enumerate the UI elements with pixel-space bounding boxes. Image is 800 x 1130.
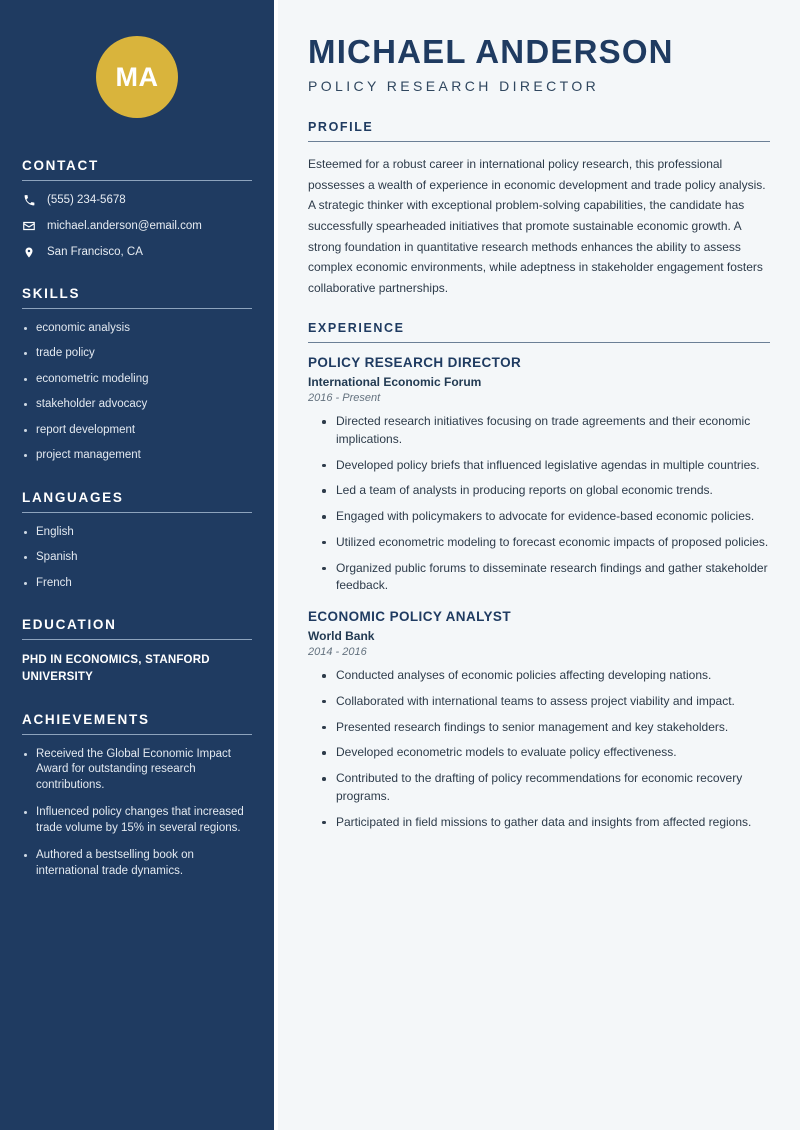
section-profile: [308, 120, 770, 299]
list-item: Developed policy briefs that influenced legislative agendas in multiple countries.: [320, 457, 770, 475]
job-dates: 2014 - 2016: [308, 646, 367, 658]
list-item: Organized public forums to disseminate research findings and gather stakeholder feedback.: [320, 560, 770, 596]
skills-list: [22, 321, 252, 464]
list-item: English: [22, 525, 252, 541]
job-dates: 2016 - Present: [308, 392, 381, 404]
experience-divider: [308, 342, 770, 344]
experience-entry: [308, 609, 770, 831]
list-item: Engaged with policymakers to advocate for evidence-based economic policies.: [320, 508, 770, 526]
section-experience: [308, 321, 770, 832]
languages-heading: LANGUAGES: [22, 489, 124, 505]
education-heading: EDUCATION: [22, 617, 117, 633]
job-bullet-list: [308, 667, 770, 831]
list-item: Utilized econometric modeling to forecast economic impacts of proposed policies.: [320, 534, 770, 552]
list-item: report development: [22, 423, 252, 439]
sidebar-section-contact: [22, 158, 252, 260]
job-title: ECONOMIC POLICY ANALYST: [308, 609, 511, 624]
list-item: economic analysis: [22, 321, 252, 337]
achievements-divider: [22, 734, 252, 735]
sidebar: [0, 0, 278, 1130]
list-item: project management: [22, 448, 252, 464]
sidebar-section-achievements: [22, 712, 252, 880]
experience-heading: EXPERIENCE: [308, 320, 405, 335]
list-item: stakeholder advocacy: [22, 397, 252, 413]
list-item: Led a team of analysts in producing reports on global economic trends.: [320, 482, 770, 500]
job-company: International Economic Forum: [308, 375, 482, 389]
contact-divider: [22, 180, 252, 181]
sidebar-section-skills: [22, 286, 252, 464]
sidebar-section-education: [22, 617, 252, 685]
contact-row-email[interactable]: [22, 219, 252, 234]
email-icon: [22, 219, 36, 233]
contact-location-value: San Francisco, CA: [47, 245, 143, 258]
achievements-heading: ACHIEVEMENTS: [22, 711, 150, 727]
list-item: Developed econometric models to evaluate policy effectiveness.: [320, 744, 770, 762]
profile-heading: PROFILE: [308, 119, 374, 134]
experience-entry: [308, 355, 770, 595]
location-icon: [22, 246, 36, 259]
avatar-container: [22, 0, 252, 158]
education-divider: [22, 639, 252, 640]
list-item: trade policy: [22, 346, 252, 362]
main-content: [278, 0, 800, 1130]
list-item: Conducted analyses of economic policies affecting developing nations.: [320, 667, 770, 685]
job-role-subtitle: POLICY RESEARCH DIRECTOR: [308, 77, 600, 94]
list-item: Participated in field missions to gather data and insights from affected regions.: [320, 814, 770, 832]
list-item: Presented research findings to senior management and key stakeholders.: [320, 719, 770, 737]
contact-row-location[interactable]: [22, 245, 252, 260]
list-item: Authored a bestselling book on international trade dynamics.: [22, 848, 252, 879]
profile-text: Esteemed for a robust career in international policy research, this professional possesses a wealth of experience in economic development and trade policy analysis. A strategic thinker with exceptional problem-solving capabilities, the candidate has successfully spearheaded initiatives that promote sustainable economic growth. A strong foundation in quantitative research methods enhances the ability to assess complex economic environments, while adeptness in stakeholder engagement fosters collaborative partnerships.: [308, 157, 766, 295]
list-item: Collaborated with international teams to assess project viability and impact.: [320, 693, 770, 711]
languages-list: [22, 525, 252, 592]
sidebar-section-languages: [22, 490, 252, 592]
list-item: Received the Global Economic Impact Award for outstanding research contributions.: [22, 747, 252, 794]
profile-divider: [308, 141, 770, 143]
contact-row-phone[interactable]: [22, 193, 252, 208]
job-bullet-list: [308, 413, 770, 595]
list-item: French: [22, 576, 252, 592]
job-title: POLICY RESEARCH DIRECTOR: [308, 355, 522, 370]
contact-phone-value: (555) 234-5678: [47, 194, 126, 206]
languages-divider: [22, 512, 252, 513]
list-item: Spanish: [22, 550, 252, 566]
skills-divider: [22, 308, 252, 309]
contact-email-value: michael.anderson@email.com: [47, 219, 202, 232]
list-item: Contributed to the drafting of policy recommendations for economic recovery programs.: [320, 770, 770, 806]
contact-heading: CONTACT: [22, 158, 99, 173]
phone-icon: [22, 194, 36, 207]
education-entry: PHD IN ECONOMICS, STANFORD UNIVERSITY: [22, 654, 210, 684]
avatar: MA: [96, 36, 178, 118]
list-item: Influenced policy changes that increased trade volume by 15% in several regions.: [22, 805, 252, 836]
skills-heading: SKILLS: [22, 285, 81, 301]
page-title: MICHAEL ANDERSON: [308, 33, 674, 70]
list-item: econometric modeling: [22, 372, 252, 388]
job-company: World Bank: [308, 629, 375, 643]
list-item: Directed research initiatives focusing on trade agreements and their economic implications.: [320, 413, 770, 449]
achievements-list: [22, 747, 252, 880]
